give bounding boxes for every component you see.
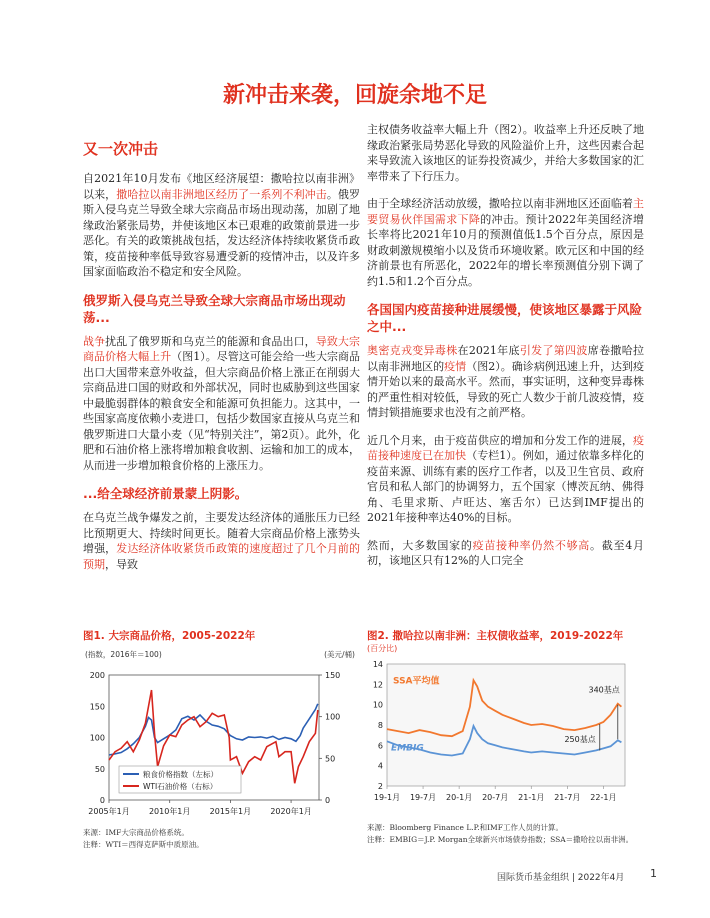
paragraph-vaccine-rate: 然而，大多数国家的疫苗接种率仍然不够高。截至4月初，该地区只有12%的人口完全: [367, 538, 645, 567]
paragraph-intro: 自2021年10月发布《地区经济展望：撒哈拉以南非洲》以来，撒哈拉以南非洲地区经历了一系列不利冲击。俄罗斯入侵乌克兰导致全球大宗商品市场出现动荡，加剧了地缘政治紧张局势，并使该地区本已艰难的政策前景进一步恶化。有关的政策挑战包括，发达经济体持续收紧货币政策，疫苗接种率低导致容易遭受新的疫情冲击，以及许多国家面临政治不稳定和安全风险。: [83, 172, 361, 278]
heading-another-shock: 又一次冲击: [83, 140, 159, 158]
paragraph-vaccine-speed: 近几个月来，由于疫苗供应的增加和分发工作的进展，疫苗接种速度已在加快（专栏1）。例如，通过依靠多样化的疫苗来源、训练有素的医疗工作者，以及卫生官员、政府官员和私人部门的协调努力，五个国家（博茨瓦纳、佛得角、毛里求斯、卢旺达、塞舌尔）已达到IMF提出的2021年接种率达40%的目标。: [367, 433, 645, 524]
series-label-embig: EMBIG: [391, 743, 424, 754]
paragraph-inflation: 在乌克兰战争爆发之前，主要发达经济体的通胀压力已经比预期更大、持续时间更长。随着大宗商品价格上涨势头增强，发达经济体收紧货币政策的速度超过了几个月前的预期，导致: [83, 511, 360, 571]
heading-russia-invasion: 俄罗斯入侵乌克兰导致全球大宗商品市场出现动荡...: [83, 292, 346, 325]
right-column: [367, 122, 644, 581]
x-tick-label: 21-7月: [554, 793, 581, 802]
figure-2-note: 注释：EMBIG＝J.P. Morgan全球新兴市场债券指数；SSA＝撒哈拉以南非洲。: [367, 835, 634, 844]
highlight-text: 战争: [83, 334, 106, 348]
x-tick-label: 2020年1月: [270, 807, 312, 816]
annotation-250bp: 250基点: [564, 735, 596, 745]
x-tick-label: 21-1月: [518, 793, 545, 802]
y-tick-label: 2: [377, 782, 383, 791]
right-axis-unit: (美元/桶): [324, 650, 355, 659]
y-right-tick-label: 150: [325, 671, 341, 680]
paragraph-demand: 由于全球经济活动放缓，撒哈拉以南非洲地区还面临着主要贸易伙伴国需求下降的冲击。预计2022年美国经济增长率将比2021年10月的预测值低1.5个百分点，原因是财政刺激规模缩小以及货币环境收紧。欧元区和中国的经济前景也有所恶化，2022年的增长率预测值分别下调了约1.5和1.2个百分点。: [367, 197, 644, 288]
highlight-text: 疫苗接种速度已在加快: [367, 433, 644, 462]
series-line-food-price: [109, 704, 318, 755]
legend-label-food: 粮食价格指数（左标）: [143, 770, 218, 779]
y-left-tick-label: 0: [99, 796, 105, 805]
annotation-340bp: 340基点: [588, 685, 620, 695]
left-column: [83, 138, 360, 584]
figure-2-unit: (百分比): [367, 644, 398, 653]
highlight-text: 导致大宗商品价格大幅上升: [83, 334, 361, 363]
y-right-tick-label: 50: [325, 754, 336, 764]
y-tick-label: 10: [372, 700, 383, 710]
x-tick-label: 19-1月: [373, 793, 401, 802]
paragraph-yields: 主权债务收益率大幅上升（图2）。收益率上升还反映了地缘政治紧张局势恶化导致的风险溢价上升，这些因素合起来导致流入该地区的证券投资减少，并给大多数国家的汇率带来了下行压力。: [367, 123, 644, 183]
footer-text: 国际货币基金组织 | 2022年4月: [497, 873, 625, 883]
x-tick-label: 2015年1月: [209, 807, 252, 816]
x-tick-label: 20-1月: [446, 793, 473, 802]
highlight-text: 奥密克戎变异毒株: [367, 344, 458, 357]
legend-label-oil: WTI石油价格（右标）: [143, 782, 218, 791]
highlight-text: 主要贸易伙伴国需求下降: [367, 197, 644, 226]
y-tick-label: 12: [372, 680, 383, 690]
x-tick-label: 2010年1月: [148, 807, 191, 816]
x-tick-label: 2005年1月: [88, 807, 130, 816]
y-tick-label: 4: [377, 761, 383, 771]
highlight-text: 发达经济体收紧货币政策的速度超过了几个月前的预期: [83, 542, 360, 571]
figure-2: [367, 628, 647, 846]
figure-1-chart: [83, 645, 363, 825]
page-title: 新冲击来袭，回旋余地不足: [222, 83, 487, 108]
figure-1-note: 注释：WTI＝西得克萨斯中质原油。: [83, 840, 204, 849]
heading-vaccination: 各国国内疫苗接种进展缓慢，使该地区暴露于风险之中...: [367, 302, 643, 334]
paragraph-war: 战争扰乱了俄罗斯和乌克兰的能源和食品出口，导致大宗商品价格大幅上升（图1）。尽管这可能会给一些大宗商品出口大国带来意外收益，但大宗商品价格上涨正在削弱大宗商品进口国的财政和外部状况，同时也威胁到这些国家中最脆弱群体的粮食安全和能源可负担能力。这其中，一些国家高度依赖小麦进口，包括少数国家直接从乌克兰和俄罗斯进口大量小麦（见“特别关注”，第2页）。此外，化肥和石油价格上涨将增加粮食收割、运输和加工的成本，从而进一步增加粮食价格的上涨压力。: [83, 334, 361, 472]
x-tick-label: 22-1月: [590, 793, 617, 802]
figure-2-chart: [367, 656, 647, 816]
y-left-tick-label: 50: [94, 764, 105, 774]
figure-1-title: 图1. 大宗商品价格，2005-2022年: [83, 630, 256, 642]
highlight-text: 疫苗接种率仍然不够高: [472, 538, 591, 552]
y-left-tick-label: 200: [89, 671, 105, 680]
highlight-text: 引发了第四波: [519, 344, 588, 357]
y-right-tick-label: 100: [325, 712, 341, 722]
y-left-tick-label: 150: [89, 702, 105, 712]
x-tick-label: 19-7月: [409, 793, 437, 802]
y-tick-label: 14: [372, 660, 383, 669]
figure-2-source: 来源：Bloomberg Finance L.P.和IMF工作人员的计算。: [367, 823, 563, 832]
highlight-text: 撒哈拉以南非洲地区经历了一系列不利冲击: [116, 187, 327, 201]
series-label-ssa: SSA平均值: [393, 676, 440, 687]
y-tick-label: 8: [377, 721, 383, 730]
y-right-tick-label: 0: [325, 796, 331, 805]
figure-1: [83, 628, 363, 851]
highlight-text: 疫情: [444, 359, 467, 373]
y-left-tick-label: 100: [89, 733, 105, 743]
left-axis-unit: (指数，2016年＝100): [85, 650, 162, 659]
heading-global-outlook: ...给全球经济前景蒙上阴影。: [83, 486, 248, 501]
page-number: 1: [650, 867, 657, 880]
paragraph-omicron: 奥密克戎变异毒株在2021年底引发了第四波席卷撒哈拉以南非洲地区的疫情（图2）。确诊病例迅速上升，达到疫情开始以来的最高水平。然而，事实证明，这种变异毒株的严重性相对较低，导致的死亡人数少于前几波疫情，疫情封锁措施要求也没有之前严格。: [367, 344, 645, 419]
figure-1-source: 来源：IMF大宗商品价格系统。: [83, 828, 189, 837]
x-tick-label: 20-7月: [482, 793, 509, 802]
figure-2-title: 图2. 撒哈拉以南非洲：主权债收益率，2019-2022年: [367, 630, 624, 642]
y-tick-label: 6: [377, 741, 383, 751]
